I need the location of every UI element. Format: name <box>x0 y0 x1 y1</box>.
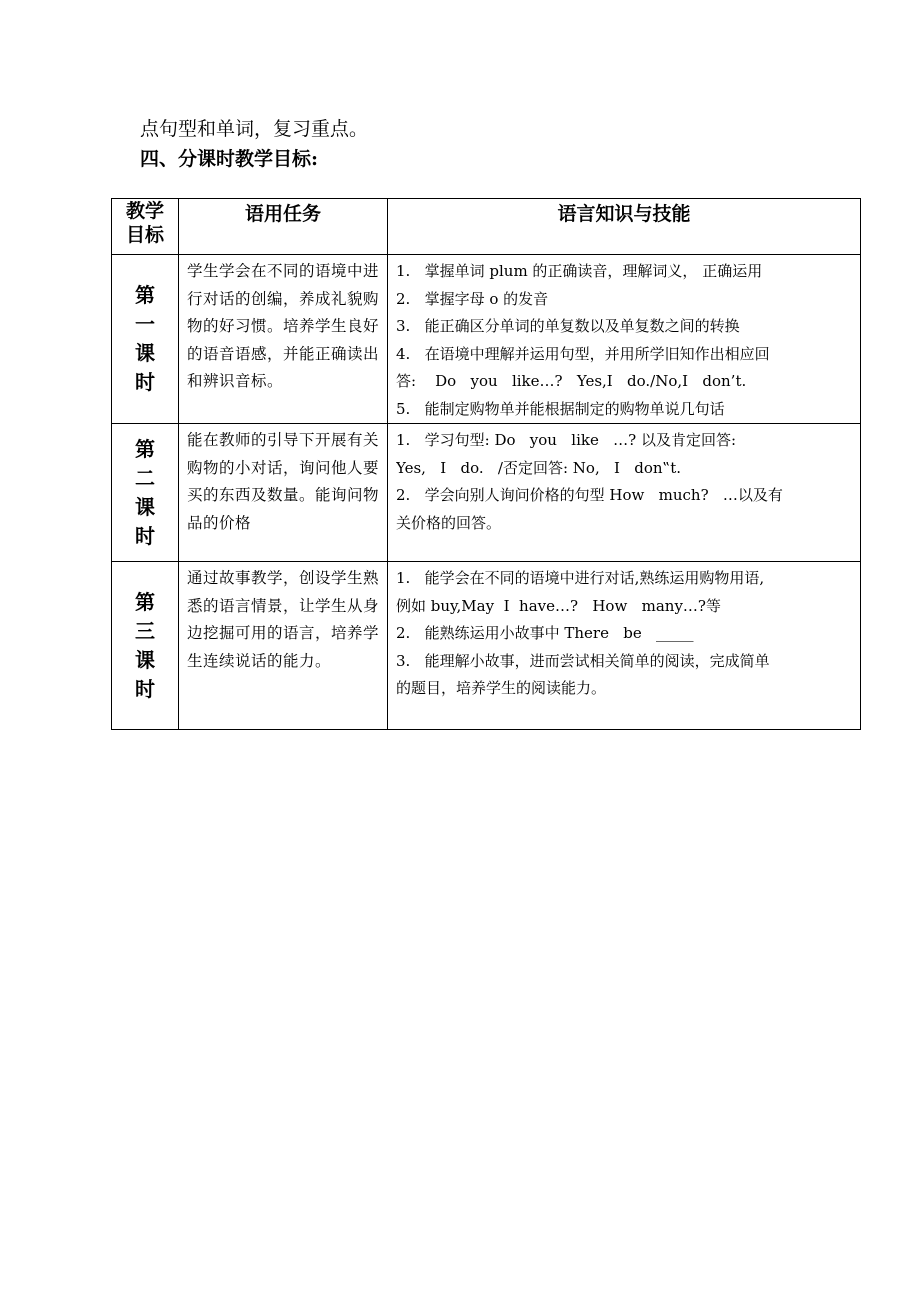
skill-line: 1. 能学会在不同的语境中进行对话,熟练运用购物用语, <box>396 569 765 587</box>
skill-line: 3. 能理解小故事，进而尝试相关简单的阅读，完成简单 <box>396 651 770 670</box>
skill-line: 3. 能正确区分单词的单复数以及单复数之间的转换 <box>396 317 740 335</box>
skills-cell <box>388 255 861 424</box>
section-heading: 四、分课时教学目标: <box>140 148 319 170</box>
task-cell: 能在教师的引导下开展有关购物的小对话，询问他人要买的东西及数量。能询问物品的价格 <box>179 424 388 562</box>
skill-line: 的题目，培养学生的阅读能力。 <box>396 679 607 697</box>
period-char: 课 <box>135 647 155 672</box>
period-label <box>112 562 179 730</box>
period-char: 时 <box>135 523 155 548</box>
skill-line: 1. 掌握单词 plum 的正确读音，理解词义， 正确运用 <box>396 262 763 280</box>
period-char: 第 <box>135 283 155 307</box>
header-language-skills: 语言知识与技能 <box>388 199 861 255</box>
skill-line: 5. 能制定购物单并能根据制定的购物单说几句话 <box>396 399 725 418</box>
skill-line: 答: Do you like…? Yes,I do./No,I don’t. <box>396 372 747 390</box>
table-header-row <box>112 199 861 255</box>
skill-line: 1. 学习句型: Do you like …? 以及肯定回答: <box>396 431 736 449</box>
skills-cell <box>388 562 861 730</box>
period-char: 一 <box>135 312 155 336</box>
skill-line: 例如 buy,May I have…? How many…?等 <box>396 596 721 615</box>
period-char: 时 <box>135 370 155 394</box>
task-cell: 学生学会在不同的语境中进行对话的创编，养成礼貌购物的好习惯。培养学生良好的语音语感，并能正确读出和辨识音标。 <box>179 255 388 424</box>
lesson-objectives-table <box>111 198 861 730</box>
period-char: 第 <box>135 589 155 614</box>
period-char: 三 <box>135 618 155 643</box>
period-char: 第 <box>135 436 155 461</box>
header-teaching-objective-line2: 目标 <box>125 224 164 246</box>
period-label <box>112 424 179 562</box>
header-teaching-objective-line1: 教学 <box>125 200 164 222</box>
header-teaching-objective <box>112 199 179 255</box>
skill-line: 关价格的回答。 <box>396 513 502 532</box>
intro-continuation-text: 点句型和单词，复习重点。 <box>140 118 369 140</box>
skill-line: 4. 在语境中理解并运用句型，并用所学旧知作出相应回 <box>396 344 770 363</box>
skill-line: 2. 能熟练运用小故事中 There be _____ <box>396 624 694 642</box>
period-char: 二 <box>135 465 155 490</box>
skill-line: 2. 掌握字母 o 的发音 <box>396 289 549 308</box>
period-char: 课 <box>135 341 155 365</box>
header-pragmatic-task: 语用任务 <box>179 199 388 255</box>
skills-cell <box>388 424 861 562</box>
skill-line: 2. 学会向别人询问价格的句型 How much? …以及有 <box>396 486 783 504</box>
table-row <box>112 424 861 562</box>
period-label <box>112 255 179 424</box>
period-char: 时 <box>135 676 155 701</box>
table-row <box>112 562 861 730</box>
skill-line: Yes, I do. /否定回答: No, I don‟t. <box>396 458 682 477</box>
task-cell: 通过故事教学，创设学生熟悉的语言情景，让学生从身边挖掘可用的语言，培养学生连续说话的能力。 <box>179 562 388 730</box>
table-row <box>112 255 861 424</box>
period-char: 课 <box>135 494 155 519</box>
